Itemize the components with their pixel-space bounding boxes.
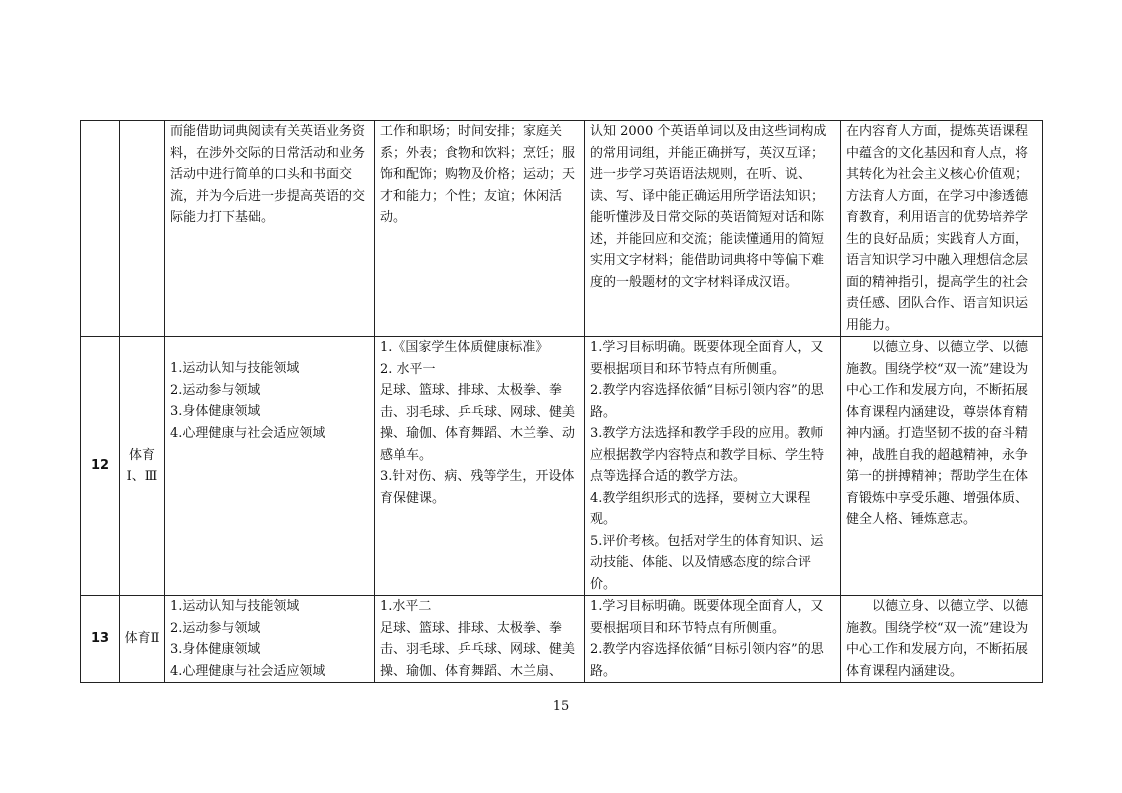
teaching-requirements-item: 1.学习目标明确。既要体现全面育人，又要根据项目和环节特点有所侧重。 — [590, 599, 824, 636]
course-name-cell: 体育Ⅰ、Ⅲ — [120, 337, 165, 596]
teaching-requirements-item: 1.学习目标明确。既要体现全面育人，又要根据项目和环节特点有所侧重。 — [590, 340, 824, 377]
course-topics-cell — [375, 596, 585, 683]
course-content-item: 4.心理健康与社会适应领域 — [170, 425, 326, 441]
course-content-text: 而能借助词典阅读有关英语业务资料，在涉外交际的日常活动和业务活动中进行简单的口头和书面交流，并为今后进一步提高英语的交际能力打下基础。 — [170, 124, 366, 225]
course-content-item: 2.运动参与领域 — [170, 620, 261, 636]
teaching-requirements-item: 5.评价考核。包括对学生的体育知识、运动技能、体能、以及情感态度的综合评价。 — [590, 533, 824, 592]
course-topics-item: 2. 水平一 — [380, 361, 436, 377]
course-topics-cell — [375, 121, 585, 337]
course-content-item: 1.运动认知与技能领域 — [170, 361, 300, 376]
course-topics-item: 足球、篮球、排球、太极拳、拳击、羽毛球、乒乓球、网球、健美操、瑜伽、体育舞蹈、木兰扇、 — [380, 620, 576, 679]
course-name-cell: 体育Ⅱ — [120, 596, 165, 683]
ideology-cell — [841, 337, 1043, 596]
ideology-text: 以德立身、以德立学、以德施教。围绕学校“双一流”建设为中心工作和发展方向，不断拓展体育课程内涵建设，尊崇体育精神内涵。打造坚韧不拔的奋斗精神，战胜自我的超越精神，永争第一的拼搏精神；帮助学生在体育锻炼中享受乐趣、增强体质、健全人格、锤炼意志。 — [846, 340, 1029, 527]
course-content-cell — [165, 121, 375, 337]
table-row — [81, 337, 1043, 596]
course-number-cell — [81, 121, 120, 337]
course-topics-item: 足球、篮球、排球、太极拳、拳击、羽毛球、乒乓球、网球、健美操、瑜伽、体育舞蹈、木兰拳、动感单车。 — [380, 383, 576, 463]
teaching-requirements-cell — [585, 121, 841, 337]
ideology-text: 在内容育人方面，提炼英语课程中蕴含的文化基因和育人点，将其转化为社会主义核心价值观；方法育人方面，在学习中渗透德育教育，利用语言的优势培养学生的良好品质；实践育人方面，语言知识学习中融入理想信念层面的精神指引，提高学生的社会责任感、团队合作、语言知识运用能力。 — [846, 124, 1029, 333]
course-name-cell — [120, 121, 165, 337]
ideology-cell — [841, 596, 1043, 683]
ideology-cell — [841, 121, 1043, 337]
course-topics-item: 3.针对伤、病、残等学生，开设体育保健课。 — [380, 469, 575, 506]
course-content-cell — [165, 337, 375, 596]
course-content-cell — [165, 596, 375, 683]
teaching-requirements-item: 3.教学方法选择和教学手段的应用。教师应根据教学内容特点和教学目标、学生特点等选择合适的教学方法。 — [590, 426, 825, 484]
course-content-item: 3.身体健康领域 — [170, 404, 261, 419]
teaching-requirements-item: 4.教学组织形式的选择，要树立大课程观。 — [590, 490, 811, 527]
course-topics-text: 工作和职场；时间安排；家庭关系；外表；食物和饮料；烹饪；服饰和配饰；购物及价格；运动；天才和能力；个性；友谊；休闲活动。 — [380, 124, 576, 225]
course-content-item: 1.运动认知与技能领域 — [170, 599, 300, 614]
table-row — [81, 596, 1043, 683]
teaching-requirements-text: 认知 2000 个英语单词以及由这些词构成的常用词组，并能正确拼写，英汉互译；进一步学习英语语法规则，在听、说、读、写、译中能正确运用所学语法知识；能听懂涉及日常交际的英语简短对话和陈述，并能回应和交流；能读懂通用的简短实用文字材料；能借助词典将中等偏下难度的一般题材的文字材料译成汉语。 — [590, 124, 827, 290]
course-topics-item: 1.水平二 — [380, 599, 432, 614]
ideology-text: 以德立身、以德立学、以德施教。围绕学校“双一流”建设为中心工作和发展方向，不断拓展体育课程内涵建设。 — [846, 599, 1029, 679]
teaching-requirements-item: 2.教学内容选择依循“目标引领内容”的思路。 — [590, 383, 824, 420]
course-topics-cell — [375, 337, 585, 596]
course-content-item: 2.运动参与领域 — [170, 382, 261, 398]
page-number: 15 — [552, 699, 570, 714]
teaching-requirements-cell — [585, 337, 841, 596]
course-table — [80, 120, 1043, 683]
course-content-item: 3.身体健康领域 — [170, 642, 261, 657]
teaching-requirements-cell — [585, 596, 841, 683]
table-row — [81, 121, 1043, 337]
course-content-item: 4.心理健康与社会适应领域 — [170, 663, 326, 679]
course-number-cell: 13 — [81, 596, 120, 683]
teaching-requirements-item: 2.教学内容选择依循“目标引领内容”的思路。 — [590, 642, 824, 679]
course-number-cell: 12 — [81, 337, 120, 596]
course-topics-item: 1.《国家学生体质健康标准》 — [380, 340, 549, 355]
